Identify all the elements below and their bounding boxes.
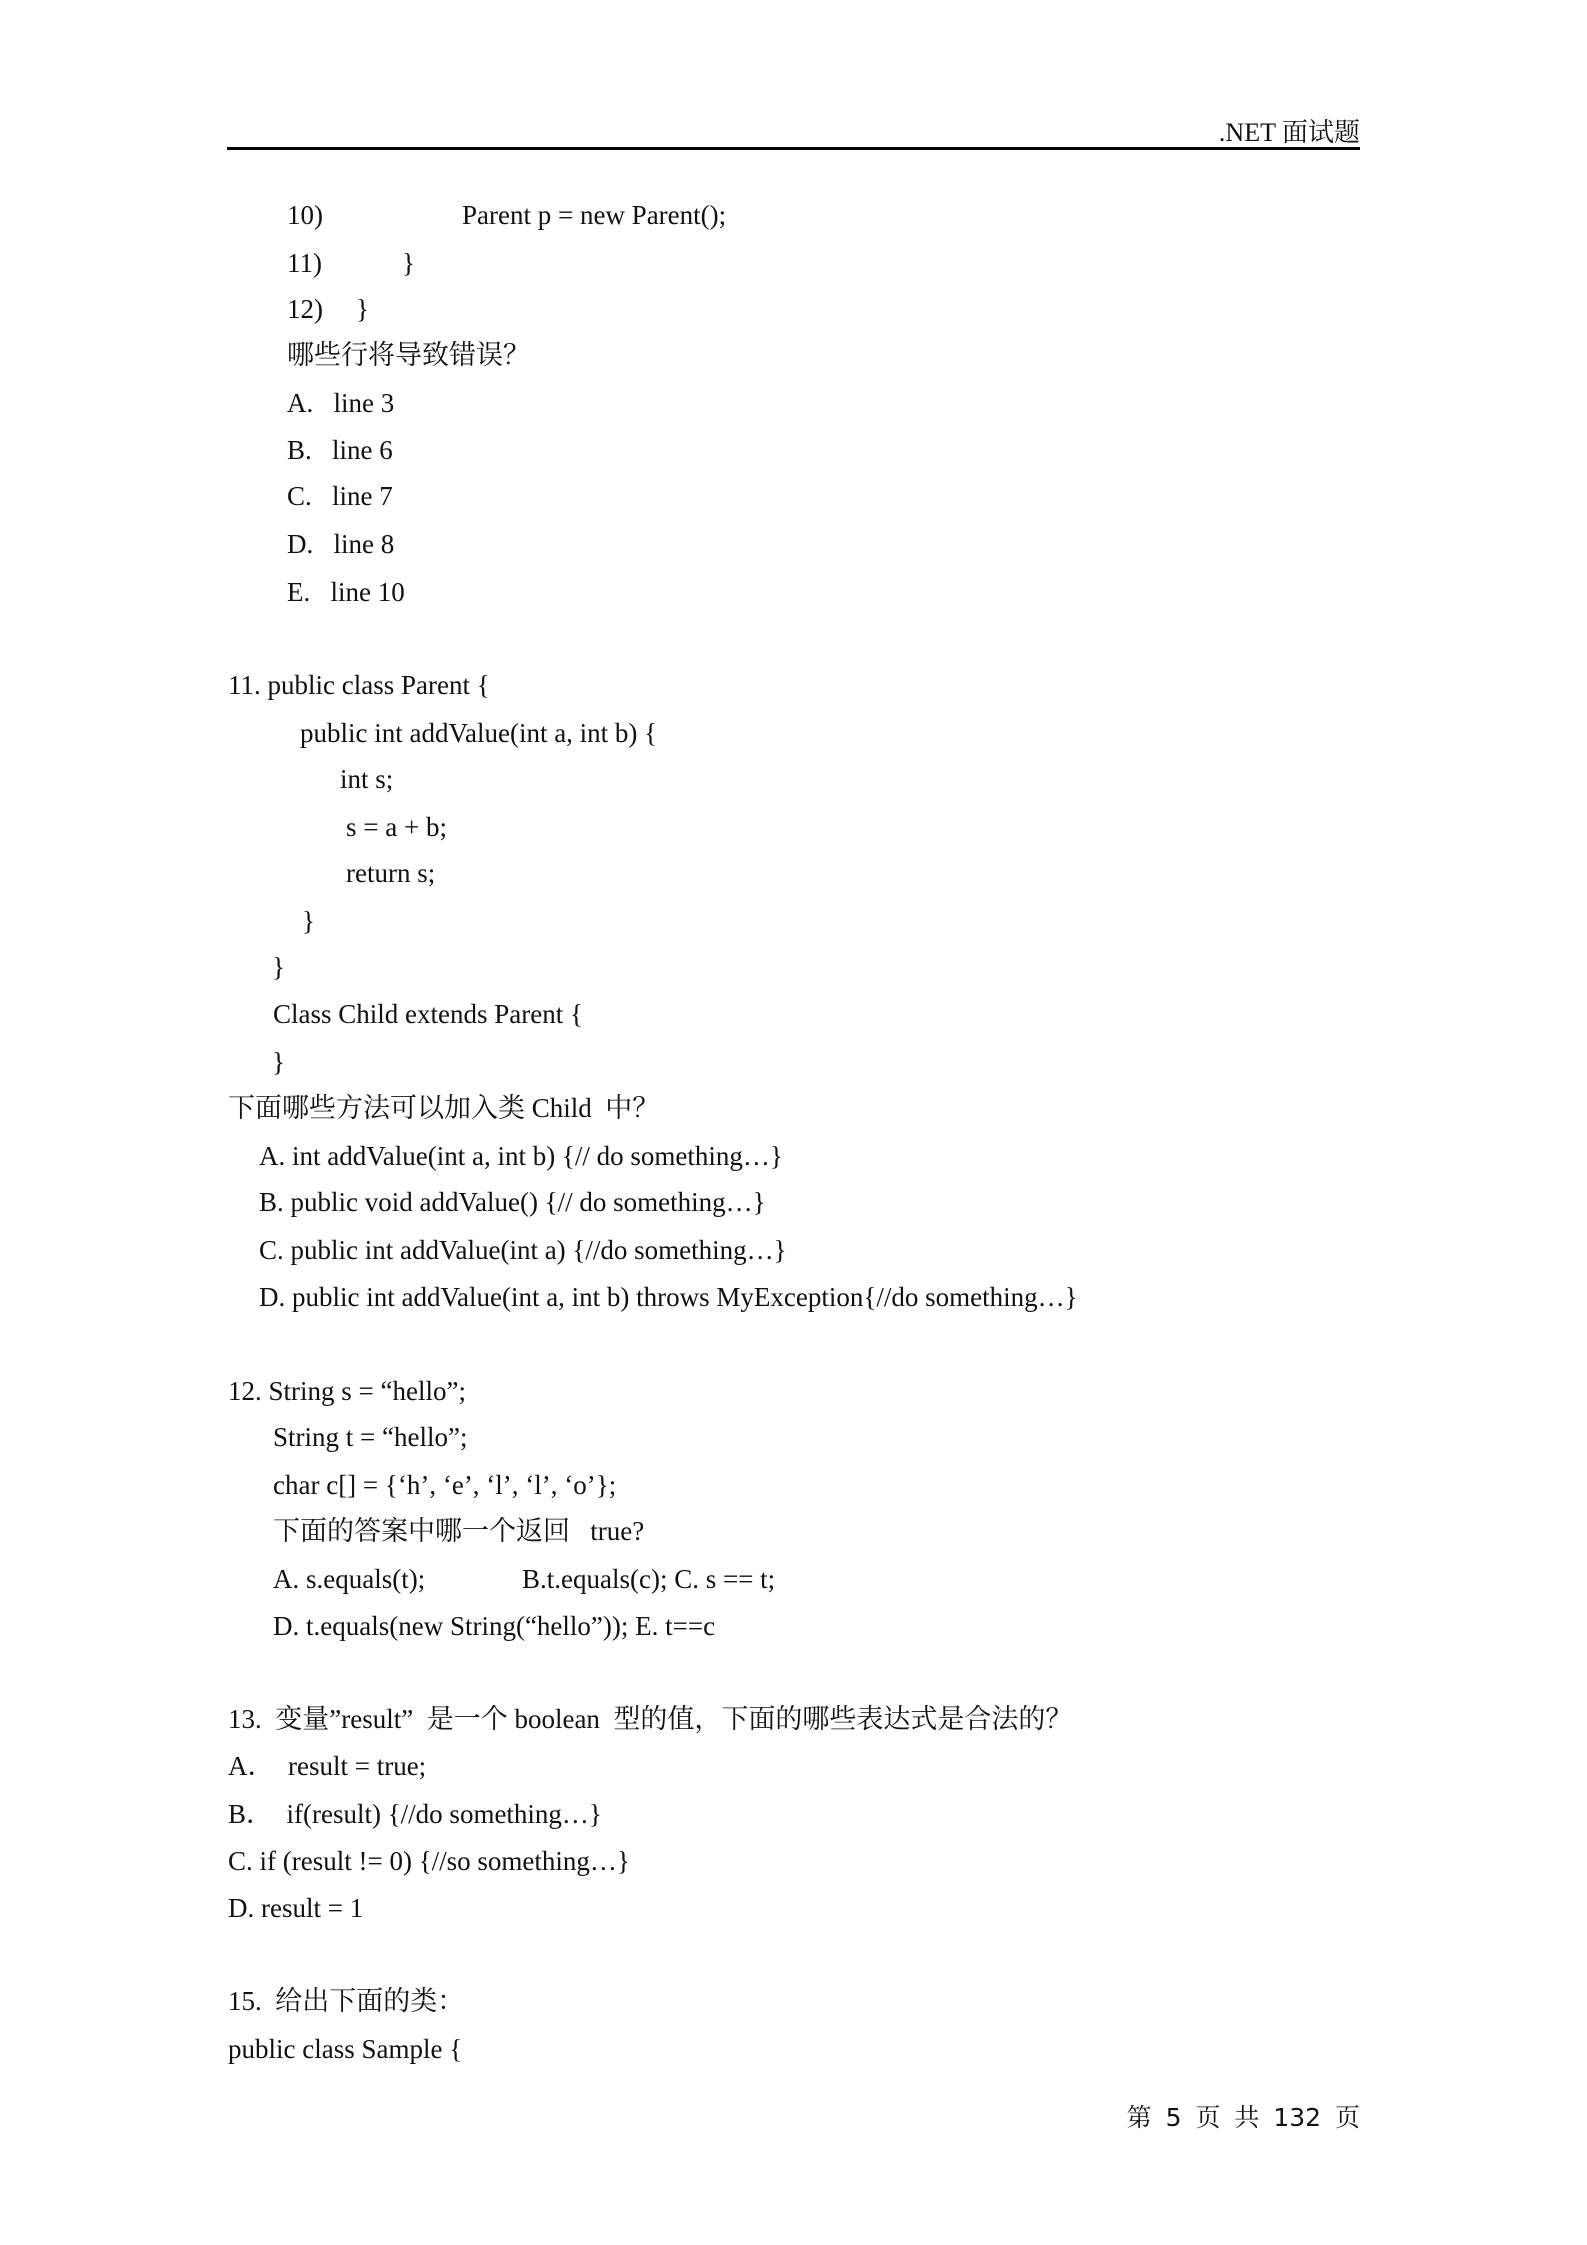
text-line: } xyxy=(302,906,315,936)
header-rule xyxy=(227,147,1360,150)
text-line: 12) xyxy=(287,294,323,324)
text-line: A. s.equals(t); xyxy=(273,1564,426,1594)
text-line: 下面哪些方法可以加入类 Child 中？ xyxy=(228,1093,660,1123)
text-line: A. int addValue(int a, int b) {// do something…} xyxy=(259,1141,783,1171)
text-line: 15. 给出下面的类： xyxy=(228,1986,465,2016)
text-line: C. line 7 xyxy=(287,481,393,511)
text-line: } xyxy=(272,952,285,982)
text-line: 下面的答案中哪一个返回 true? xyxy=(273,1516,645,1546)
text-line: B.t.equals(c); C. s == t; xyxy=(522,1564,776,1594)
text-line: 哪些行将导致错误？ xyxy=(287,340,530,370)
text-line: B. public void addValue() {// do something…} xyxy=(259,1187,766,1217)
text-line: char c[] = {‘h’, ‘e’, ‘l’, ‘l’, ‘o’}; xyxy=(273,1470,617,1500)
text-line: } xyxy=(402,248,415,278)
text-line: } xyxy=(356,294,369,324)
text-line: C. public int addValue(int a) {//do something…} xyxy=(259,1235,787,1265)
text-line: 13. 变量”result” 是一个 boolean 型的值，下面的哪些表达式是合法的？ xyxy=(228,1704,1073,1734)
page-footer: 第 5 页 共 132 页 xyxy=(1126,2103,1360,2132)
text-line: A． result = true; xyxy=(228,1751,427,1781)
text-line: String t = “hello”; xyxy=(273,1422,468,1452)
text-line: D. public int addValue(int a, int b) throws MyException{//do something…} xyxy=(259,1282,1078,1312)
text-line: 11) xyxy=(287,248,322,278)
text-line: 10) xyxy=(287,200,323,230)
text-line: A. line 3 xyxy=(287,388,395,418)
text-line: D. line 8 xyxy=(287,529,395,559)
text-line: return s; xyxy=(346,858,436,888)
text-line: public class Sample { xyxy=(228,2034,463,2064)
text-line: s = a + b; xyxy=(346,812,447,842)
text-line: Parent p = new Parent(); xyxy=(462,200,727,230)
text-line: B． if(result) {//do something…} xyxy=(228,1799,602,1829)
text-line: D. t.equals(new String(“hello”)); E. t==c xyxy=(273,1611,716,1641)
text-line: D. result = 1 xyxy=(228,1893,364,1923)
text-line: C. if (result != 0) {//so something…} xyxy=(228,1846,630,1876)
text-line: public int addValue(int a, int b) { xyxy=(300,718,658,748)
text-line: B. line 6 xyxy=(287,435,393,465)
text-line: 11. public class Parent { xyxy=(228,670,490,700)
text-line: } xyxy=(272,1047,285,1077)
text-line: int s; xyxy=(340,764,394,794)
text-line: Class Child extends Parent { xyxy=(273,999,583,1029)
text-line: E. line 10 xyxy=(287,577,405,607)
text-line: 12. String s = “hello”; xyxy=(228,1376,466,1406)
page-header-title: .NET 面试题 xyxy=(1218,118,1360,147)
